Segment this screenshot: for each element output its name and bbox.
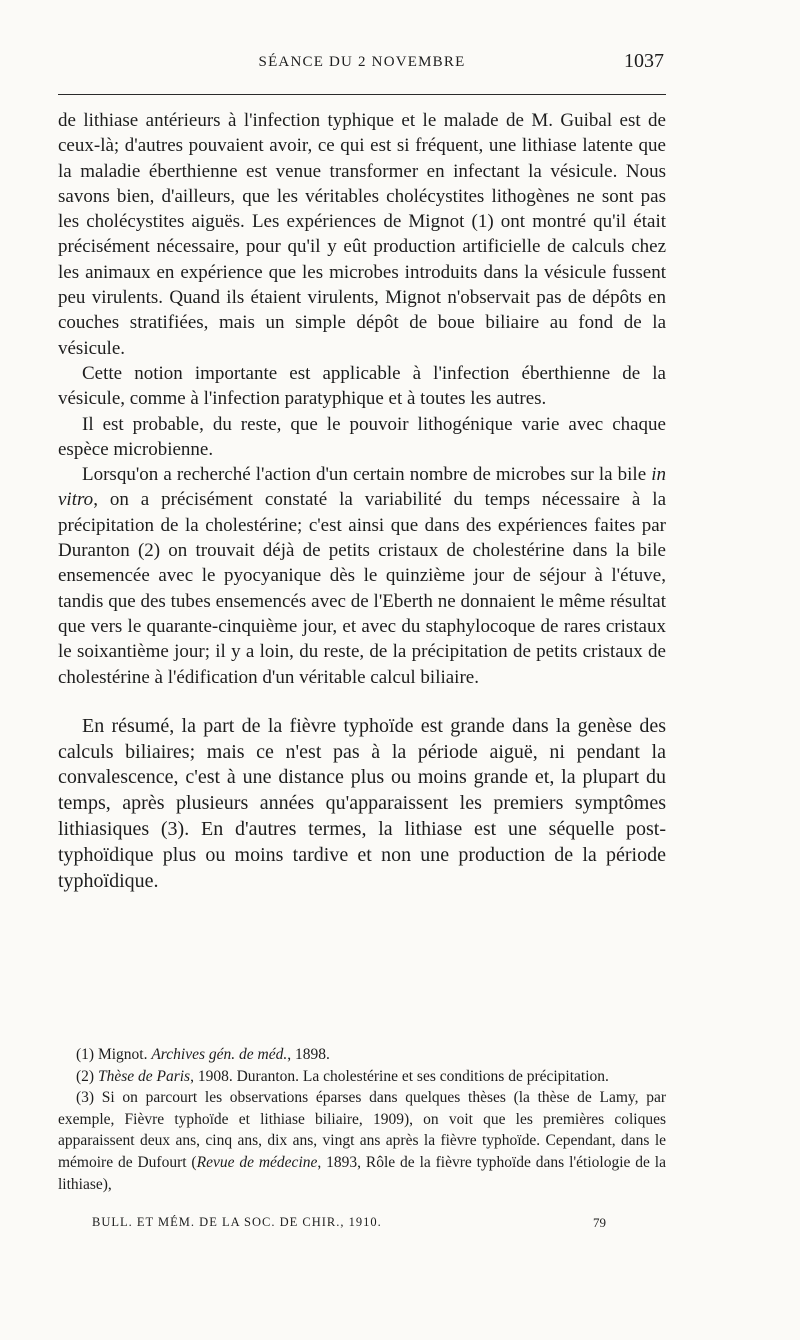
page-number: 1037 (624, 50, 664, 72)
running-title: SÉANCE DU 2 NOVEMBRE (258, 54, 466, 70)
footnotes (58, 1044, 666, 1195)
footnote-1-text: (1) Mignot. (76, 1046, 152, 1063)
in-vitro-italic: in vitro (58, 464, 666, 511)
footnote-3-italic: Revue de médecine (196, 1153, 318, 1171)
paragraph-probable: Il est probable, du reste, que le pouvoir lithogénique varie avec chaque espèce microbienne. (58, 413, 666, 460)
footnote-1-text-end: , 1898. (287, 1046, 330, 1063)
header-rule (58, 94, 666, 95)
footnote-1-italic: Archives gén. de méd. (151, 1046, 288, 1063)
paragraph-in-vitro (58, 462, 666, 690)
page-footer (58, 1215, 666, 1237)
footnote-3 (58, 1087, 666, 1195)
book-page (58, 0, 666, 1340)
footnote-2-text-end: , 1908. Duranton. La cholestérine et ses conditions de précipitation. (190, 1067, 609, 1085)
footnote-3-text: (3) Si on parcourt les observations éparses dans quelques thèses (la thèse de Lamy, par exemple, Fièvre typhoïde et lithiase biliaire, 1909), on voit que les premières coliques apparaissent deux ans, cinq ans, dix ans, vingt ans après la fièvre typhoïde. Cependant, dans le mémoire de Dufourt ( (58, 1089, 666, 1171)
body-text (58, 108, 666, 894)
paragraph-summary: En résumé, la part de la fièvre typhoïde est grande dans la genèse des calculs biliaires; mais ce n'est pas à la période aiguë, ni pendant la convalescence, c'est à une distance plus ou moins grande et, la plupart du temps, après plusieurs années qu'apparaissent les premiers symptômes lithiasiques (3). En d'autres termes, la lithiase est une séquelle post-typhoïdique plus ou moins tardive et non une production de la période typhoïdique. (58, 714, 666, 892)
footnote-2 (58, 1066, 666, 1088)
paragraph-in-vitro-text-a: Lorsqu'on a recherché l'action d'un certain nombre de microbes sur la bile (82, 464, 652, 486)
journal-reference: BULL. ET MÉM. DE LA SOC. DE CHIR., 1910. (92, 1215, 382, 1229)
footnote-2-text: (2) (76, 1067, 98, 1085)
sheet-signature: 79 (593, 1215, 606, 1230)
paragraph-in-vitro-text-b: , on a précisément constaté la variabilité du temps nécessaire à la précipitation de la cholestérine; c'est ainsi que dans des expériences faites par Duranton (2) on trouvait déjà de petits cristaux de cholestérine dans la bile ensemencée avec le pyocyanique dès le quinzième jour de séjour à l'étuve, tandis que des tubes ensemencés avec de l'Eberth ne donnaient le même résultat que vers le quarante-cinquième jour, et avec du staphylocoque de rares cristaux le soixantième jour; il y a loin, du reste, de la précipitation de petits cristaux de cholestérine à l'édification d'un véritable calcul biliaire. (58, 489, 666, 688)
running-head (58, 50, 666, 76)
footnote-2-italic: Thèse de Paris (97, 1067, 191, 1085)
paragraph-notion: Cette notion importante est applicable à l'infection éberthienne de la vésicule, comme à l'infection paratyphique et à toutes les autres. (58, 362, 666, 410)
footnote-3-text-end: , 1893, Rôle de la fièvre typhoïde dans l'étiologie de la lithiase), (58, 1153, 666, 1193)
footnote-1 (58, 1044, 666, 1066)
paragraph-continued: de lithiase antérieurs à l'infection typhique et le malade de M. Guibal est de ceux-là; d'autres pouvaient avoir, ce qui est si fréquent, une lithiase latente que la maladie éberthienne est venue transformer en infectant la vésicule. Nous savons bien, d'ailleurs, que les véritables cholécystites lithogènes ne sont pas les cholécystites aiguës. Les expériences de Mignot (1) ont montré qu'il était précisément nécessaire, pour qu'il y eût production artificielle de calculs chez les animaux en expérience que les microbes introduits dans la vésicule fussent peu virulents. Quand ils étaient virulents, Mignot n'observait pas de dépôts en couches stratifiées, mais un simple dépôt de boue biliaire au fond de la vésicule. (58, 110, 666, 359)
